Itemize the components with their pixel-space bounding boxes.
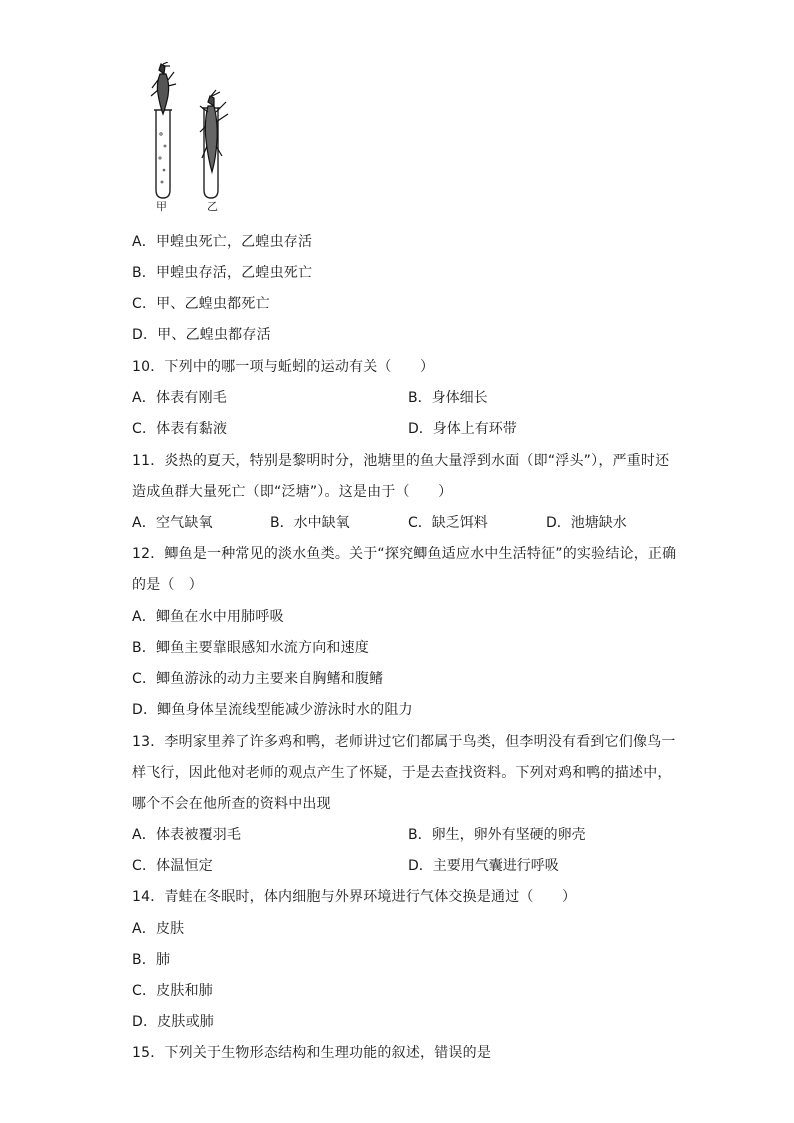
q13-option-a: A．体表被覆羽毛 [132,827,242,843]
q10-option-b: B．身体细长 [408,390,488,406]
q11-option-d: D．池塘缺水 [546,515,627,531]
q14-option-d: D．皮肤或肺 [132,1014,214,1030]
q12-stem-line2: 的是（ ） [132,577,203,593]
test-tube-figure [146,62,238,218]
q12-option-d: D．鲫鱼身体呈流线型能减少游泳时水的阻力 [132,702,413,718]
grasshopper-left [151,62,176,114]
q10-option-c: C．体表有黏液 [132,421,228,437]
water-bubbles [159,133,166,183]
test-tubes-illustration [146,62,238,218]
tube-left [154,110,172,198]
q14-option-b: B．肺 [132,952,171,968]
q13-option-d: D．主要用气囊进行呼吸 [408,858,559,874]
q11-stem-line1: 11．炎热的夏天，特别是黎明时分，池塘里的鱼大量浮到水面（即“浮头”），严重时还 [132,453,670,469]
q11-option-a: A．空气缺氧 [132,515,213,531]
figure-label-right: 乙 [207,200,218,213]
q11-option-c: C．缺乏饵料 [408,515,488,531]
q9-option-d: D．甲、乙蝗虫都存活 [132,327,271,343]
q9-option-c: C．甲、乙蝗虫都死亡 [132,296,270,312]
q9-option-b: B．甲蝗虫存活，乙蝗虫死亡 [132,265,313,281]
q12-option-b: B．鲫鱼主要靠眼感知水流方向和速度 [132,640,370,656]
q11-option-b: B．水中缺氧 [270,515,350,531]
q13-option-c: C．体温恒定 [132,858,213,874]
q11-stem-line2: 造成鱼群大量死亡（即“泛塘”）。这是由于（ ） [132,484,453,500]
q13-option-b: B．卵生，卵外有坚硬的卵壳 [408,827,586,843]
q13-stem-line2: 样飞行，因此他对老师的观点产生了怀疑，于是去查找资料。下列对鸡和鸭的描述中， [132,765,672,781]
q13-stem-line1: 13．李明家里养了许多鸡和鸭，老师讲过它们都属于鸟类，但李明没有看到它们像鸟一 [132,734,676,750]
q13-stem-line3: 哪个不会在他所查的资料中出现 [132,796,331,812]
q9-option-a: A．甲蝗虫死亡，乙蝗虫存活 [132,234,313,250]
q14-option-c: C．皮肤和肺 [132,983,213,999]
q10-stem: 10．下列中的哪一项与蚯蚓的运动有关（ ） [132,359,435,375]
q10-option-d: D．身体上有环带 [408,421,517,437]
q14-stem: 14．青蛙在冬眠时，体内细胞与外界环境进行气体交换是通过（ ） [132,889,577,905]
q14-option-a: A．皮肤 [132,921,185,937]
q12-option-c: C．鲫鱼游泳的动力主要来自胸鳍和腹鳍 [132,671,384,687]
figure-label-left: 甲 [156,200,167,213]
q12-option-a: A．鲫鱼在水中用肺呼吸 [132,609,284,625]
q15-stem: 15．下列关于生物形态结构和生理功能的叙述，错误的是 [132,1045,492,1061]
q12-stem-line1: 12．鲫鱼是一种常见的淡水鱼类。关于“探究鲫鱼适应水中生活特征”的实验结论，正确 [132,546,677,562]
q10-option-a: A．体表有刚毛 [132,390,227,406]
